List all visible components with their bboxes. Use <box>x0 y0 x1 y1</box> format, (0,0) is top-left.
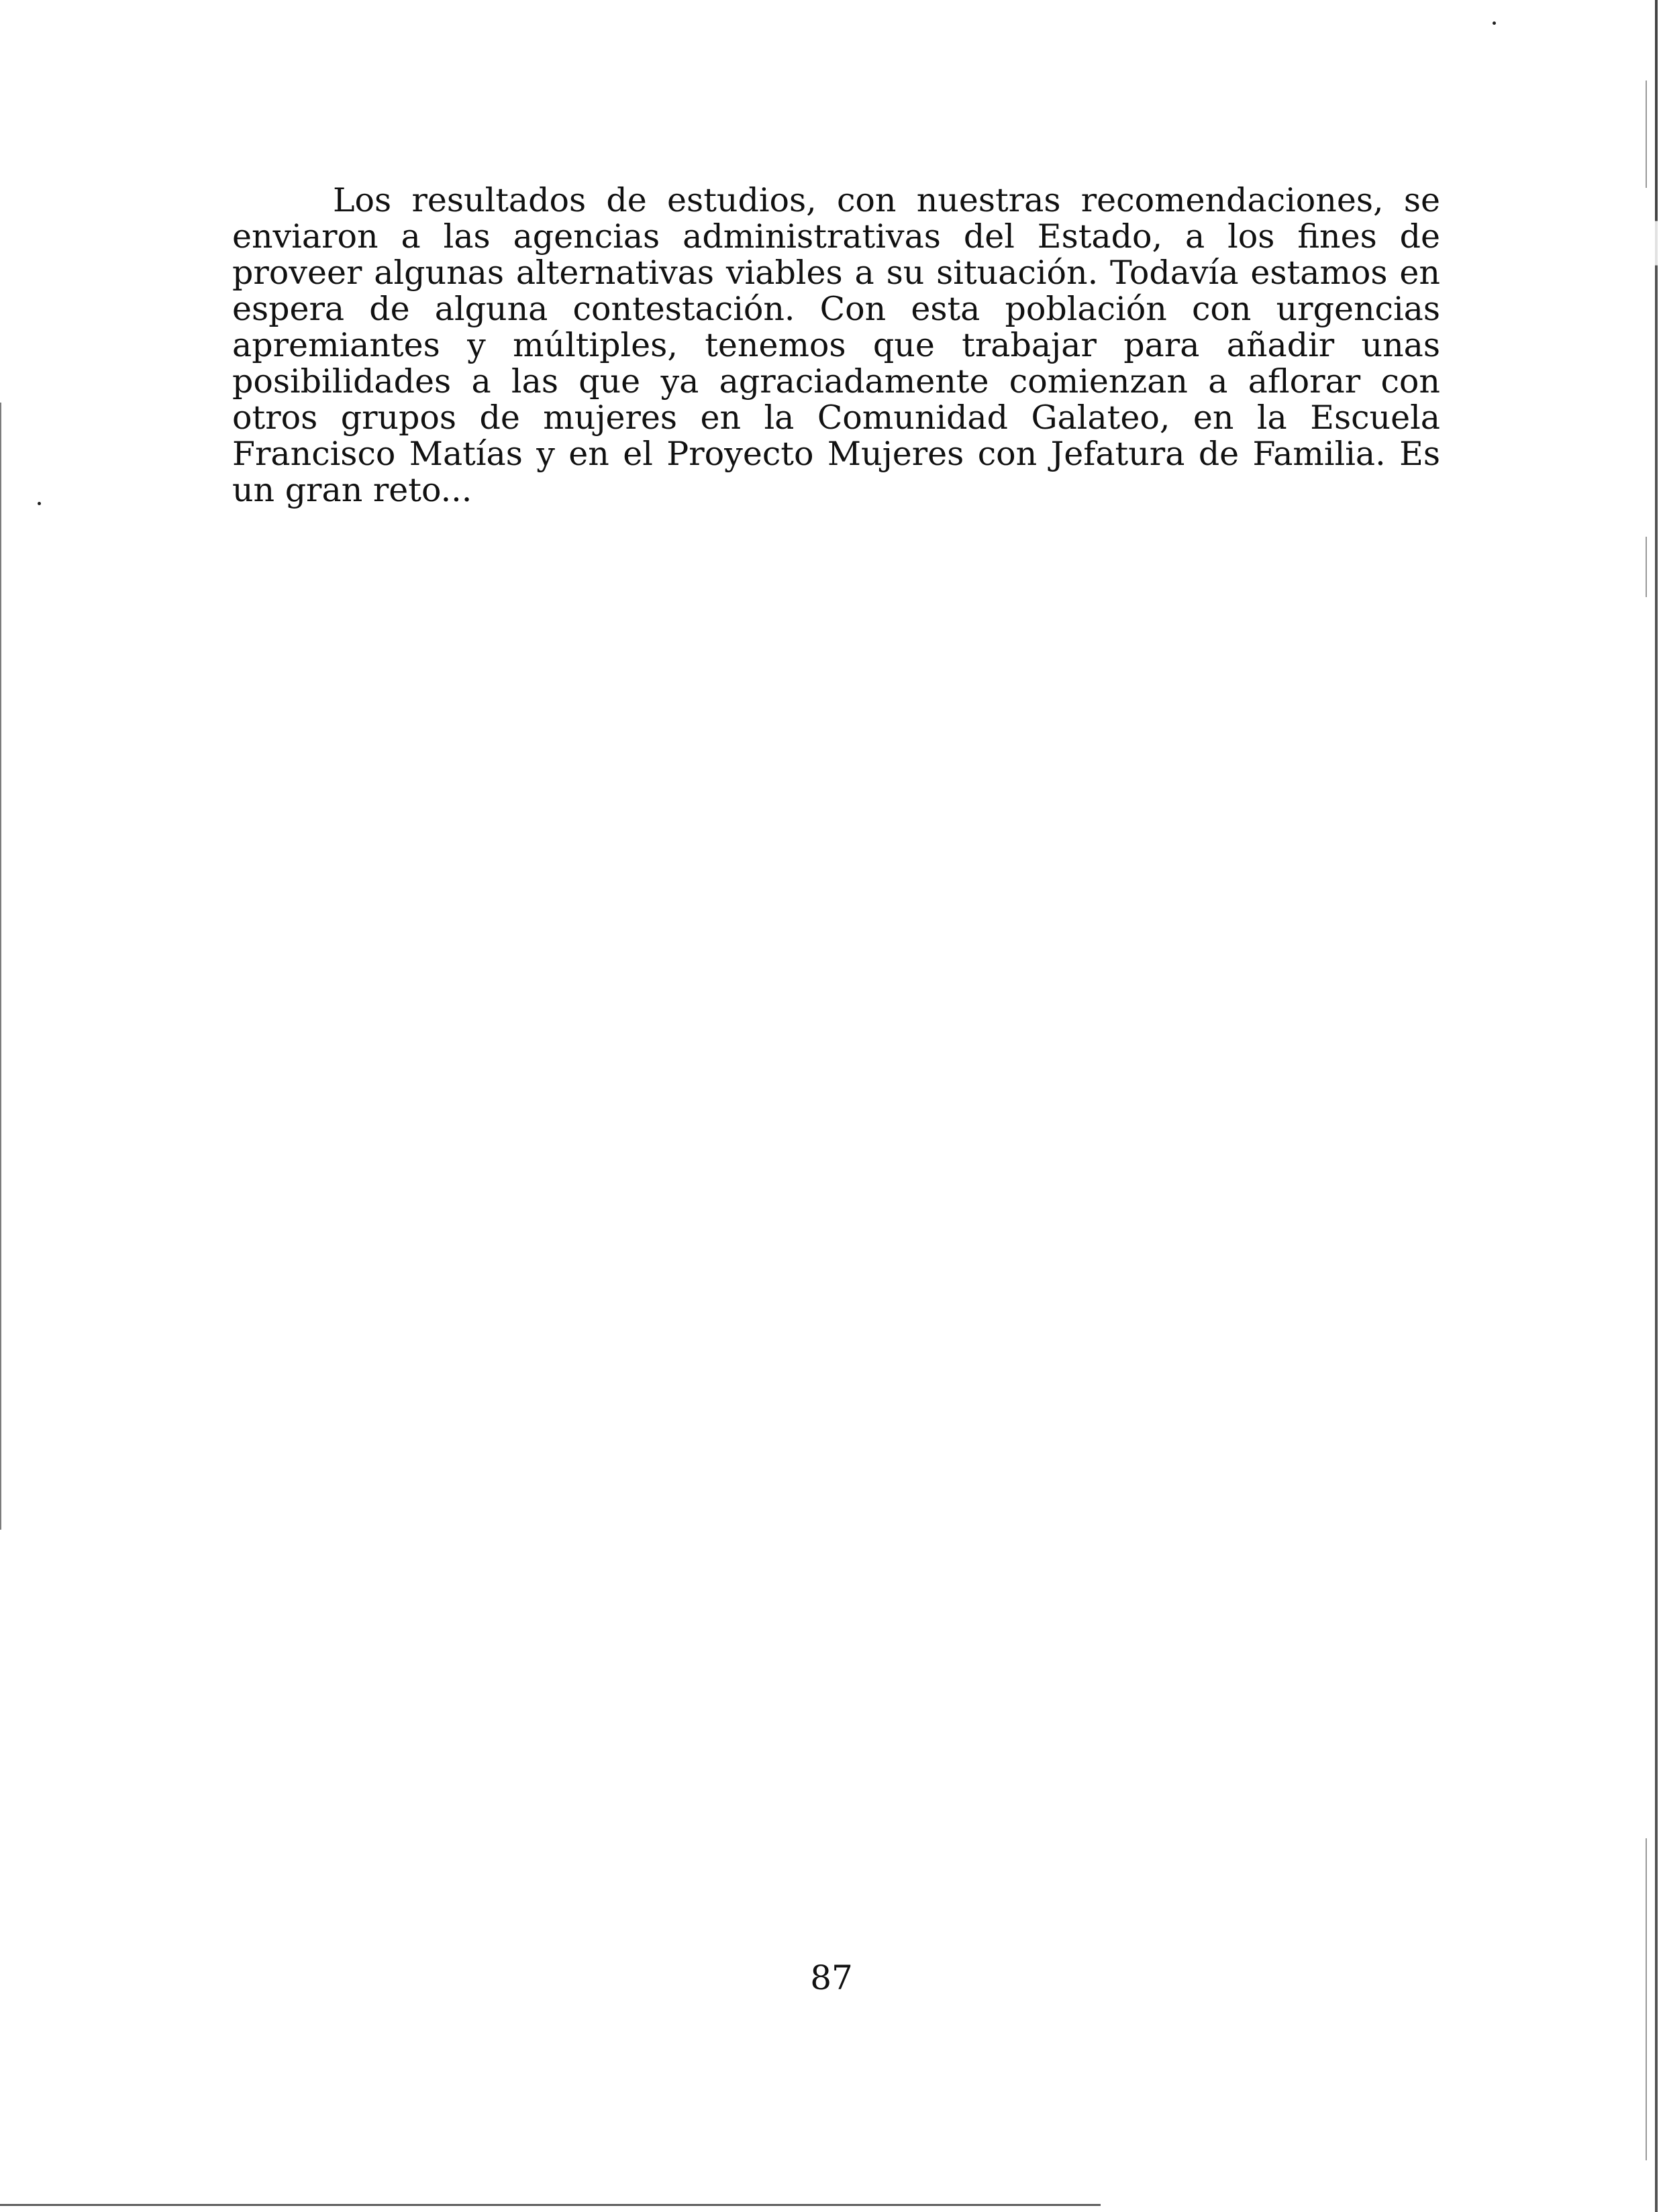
scan-edge-mark <box>1646 537 1647 597</box>
paragraph-line: Francisco Matías y en el Proyecto Mujeres con Jefatura de Familia. Es <box>232 435 1440 473</box>
paragraph-line: Los resultados de estudios, con nuestras recomendaciones, se <box>333 181 1440 219</box>
paragraph-line: un gran reto... <box>232 471 472 509</box>
scan-edge-right <box>1655 0 1658 2212</box>
body-paragraph <box>232 182 1440 509</box>
paragraph-line: enviaron a las agencias administrativas del Estado, a los fines de <box>232 217 1440 256</box>
paragraph-line: posibilidades a las que ya agraciadamente comienzan a aflorar con <box>232 362 1440 401</box>
scan-edge-mark <box>1646 81 1647 188</box>
scan-speck <box>1493 21 1496 25</box>
paragraph-line: proveer algunas alternativas viables a su situación. Todavía estamos en <box>232 254 1440 292</box>
paragraph-line: otros grupos de mujeres en la Comunidad Galateo, en la Escuela <box>232 399 1440 437</box>
scan-edge-left <box>0 403 1 1530</box>
scan-edge-mark <box>1646 1838 1647 2160</box>
paragraph-line: espera de alguna contestación. Con esta población con urgencias <box>232 290 1440 328</box>
page-number: 87 <box>810 1958 853 1997</box>
scan-speck <box>38 502 41 505</box>
paragraph-line: apremiantes y múltiples, tenemos que trabajar para añadir unas <box>232 326 1440 364</box>
scan-edge-bottom <box>0 2204 1101 2206</box>
